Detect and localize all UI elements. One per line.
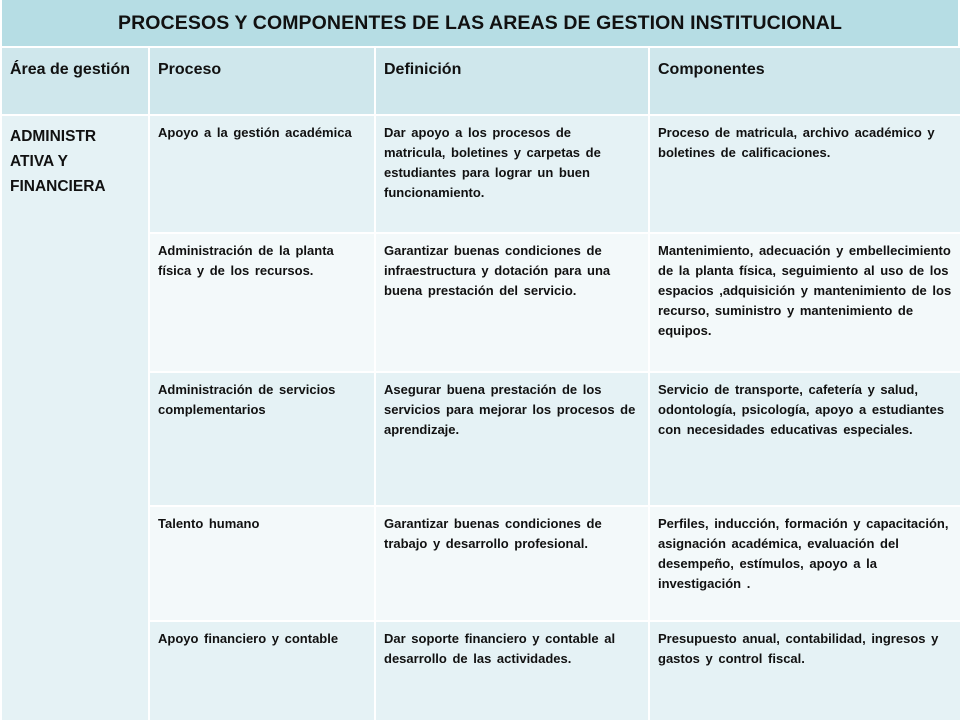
table-cell-proceso: Administración de la planta física y de los recursos.: [150, 234, 374, 371]
table-cell-proceso: Apoyo financiero y contable: [150, 622, 374, 720]
area-line: ADMINISTR: [10, 128, 97, 145]
table-cell-componentes: Perfiles, inducción, formación y capacitación, asignación académica, evaluación del desempeño, estímulos, apoyo a la investigación .: [650, 507, 960, 620]
table-cell-definicion: Asegurar buena prestación de los servicios para mejorar los procesos de aprendizaje.: [376, 373, 648, 505]
area-line: ATIVA Y: [10, 153, 68, 170]
process-table: [2, 48, 958, 720]
header-proceso: Proceso: [150, 48, 374, 114]
table-cell-componentes: Presupuesto anual, contabilidad, ingresos y gastos y control fiscal.: [650, 622, 960, 720]
table-cell-definicion: Dar apoyo a los procesos de matricula, boletines y carpetas de estudiantes para lograr un buen funcionamiento.: [376, 116, 648, 232]
page-title: PROCESOS Y COMPONENTES DE LAS AREAS DE GESTION INSTITUCIONAL: [118, 11, 842, 34]
table-cell-definicion: Garantizar buenas condiciones de infraestructura y dotación para una buena prestación del servicio.: [376, 234, 648, 371]
header-area: Área de gestión: [2, 48, 148, 114]
title-bar: [2, 0, 958, 48]
table-cell-componentes: Proceso de matricula, archivo académico y boletines de calificaciones.: [650, 116, 960, 232]
header-componentes: Componentes: [650, 48, 960, 114]
table-cell-componentes: Mantenimiento, adecuación y embellecimiento de la planta física, seguimiento al uso de los espacios ,adquisición y mantenimiento de los recurso, suministro y mantenimiento de equipos.: [650, 234, 960, 371]
table-cell-proceso: Apoyo a la gestión académica: [150, 116, 374, 232]
area-cell: [2, 116, 148, 720]
table-cell-componentes: Servicio de transporte, cafetería y salud, odontología, psicología, apoyo a estudiantes con necesidades educativas especiales.: [650, 373, 960, 505]
header-definicion: Definición: [376, 48, 648, 114]
table-cell-definicion: Garantizar buenas condiciones de trabajo y desarrollo profesional.: [376, 507, 648, 620]
table-cell-proceso: Administración de servicios complementarios: [150, 373, 374, 505]
table-cell-definicion: Dar soporte financiero y contable al desarrollo de las actividades.: [376, 622, 648, 720]
table-cell-proceso: Talento humano: [150, 507, 374, 620]
area-line: FINANCIERA: [10, 178, 106, 195]
